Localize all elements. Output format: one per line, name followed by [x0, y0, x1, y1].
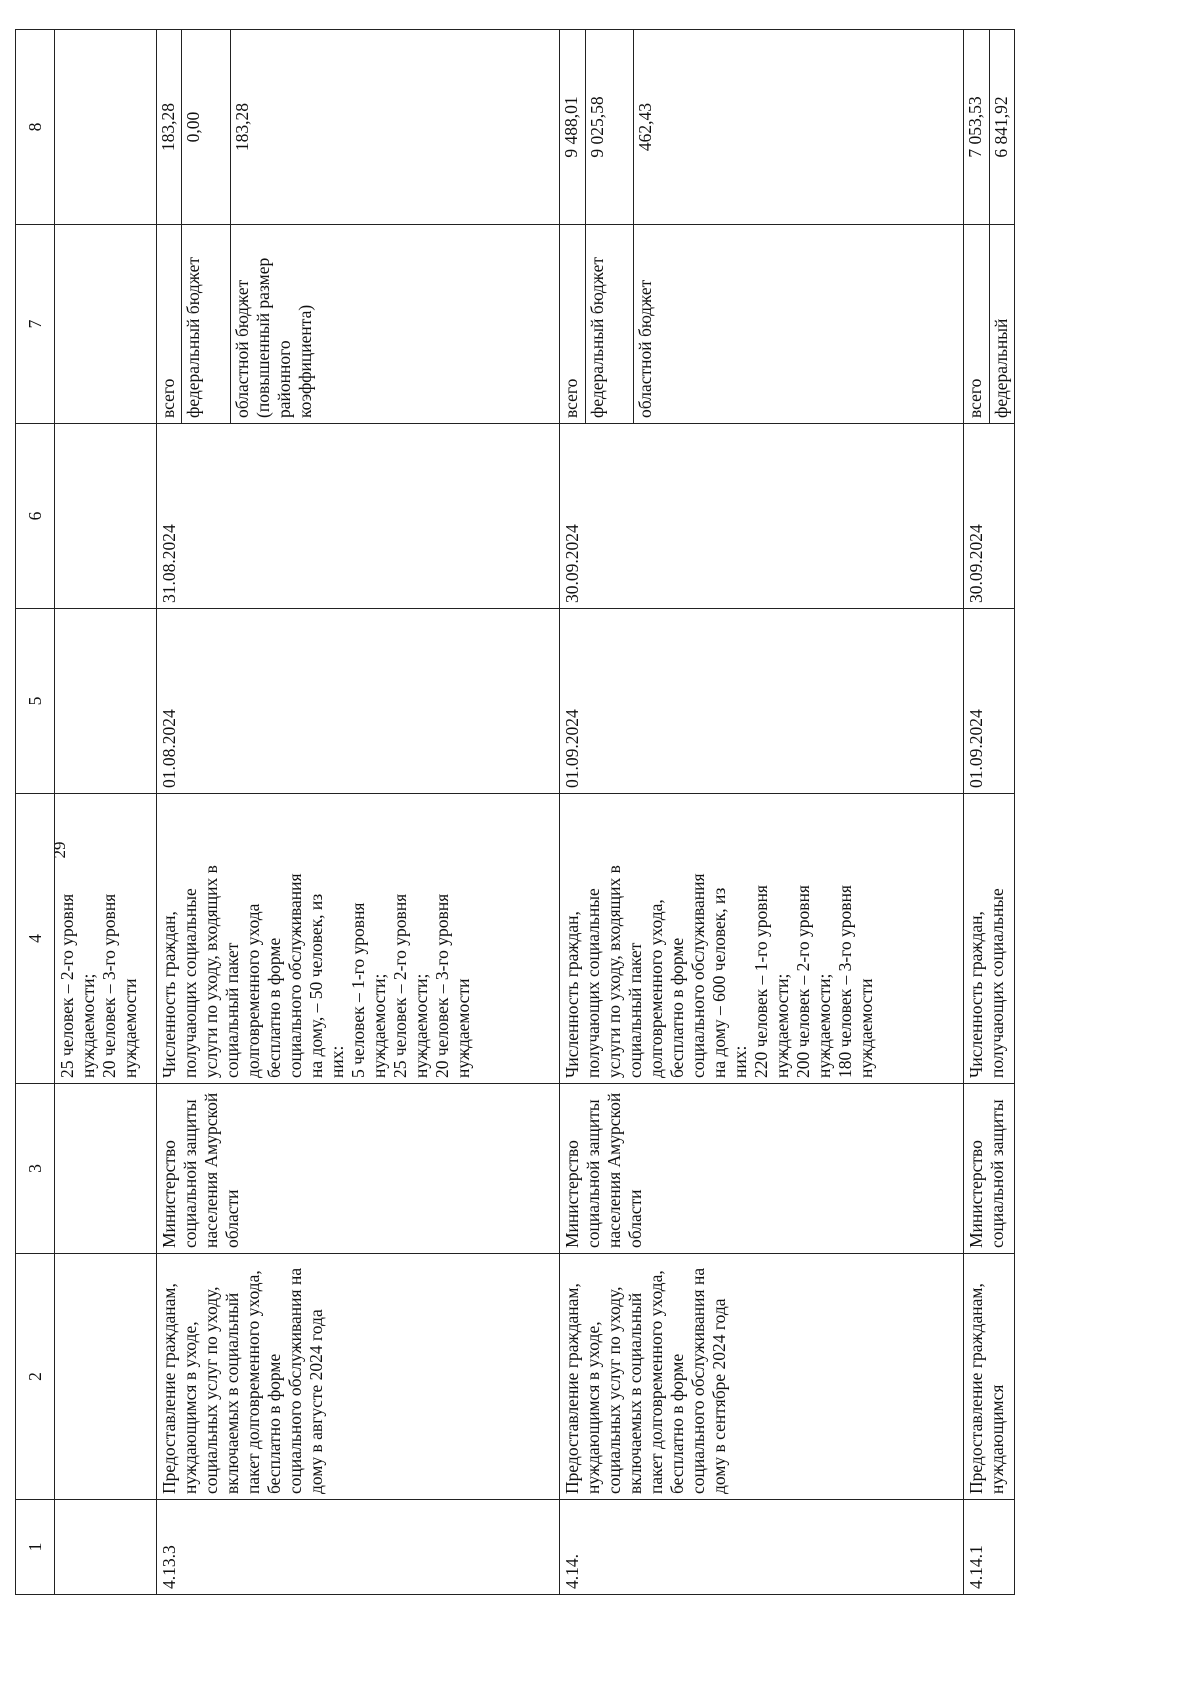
measure-cell: Предоставление гражданам, нуждающимся в уходе, социальных услуг по уходу, включаемых в социальный пакет долговременного ухода, бесплатно в форме социального обслуживания на дому в августе 2024 года [156, 1254, 560, 1500]
start-date-cell: 01.09.2024 [560, 609, 964, 794]
indicator-line: 20 человек – 3-го уровня [99, 893, 120, 1078]
indicator-line: социальный пакет [625, 942, 646, 1078]
indicator-line: 200 человек – 2-го уровня [793, 885, 814, 1078]
header-row [16, 30, 55, 1595]
header-col-3: 3 [16, 1084, 55, 1254]
indicator-line: получающих социальные [179, 888, 200, 1078]
indicator-line: нуждаемости; [410, 973, 431, 1078]
indicator-line: 20 человек – 3-го уровня [431, 893, 452, 1078]
indicator-line: социального обслуживания [284, 873, 305, 1078]
table-row [156, 30, 181, 1595]
indicator-line: 5 человек – 1-го уровня [347, 902, 368, 1078]
indicator-line: 25 человек – 2-го уровня [57, 893, 78, 1078]
measure-cell: Предоставление гражданам, нуждающимся в уходе, социальных услуг по уходу, включаемых в социальный пакет долговременного ухода, бесплатно в форме социального обслуживания на дому в сентябре 2024 года [560, 1254, 964, 1500]
executor-cell: Министерство социальной защиты [964, 1084, 1015, 1254]
header-col-1: 1 [16, 1500, 55, 1595]
indicator-line: услуги по уходу, входящих в [604, 865, 625, 1078]
funding-source-cell: областной бюджет [634, 225, 964, 424]
executor-cell [55, 1084, 156, 1254]
amount-cell: 7 053,53 [964, 30, 989, 225]
header-col-2: 2 [16, 1254, 55, 1500]
header-col-4: 4 [16, 794, 55, 1084]
funding-source-cell: федеральный [989, 225, 1014, 424]
indicator-line: услуги по уходу, входящих в [200, 865, 221, 1078]
amount-cell: 462,43 [634, 30, 964, 225]
header-col-5: 5 [16, 609, 55, 794]
indicator-line: нуждаемости [856, 978, 877, 1078]
indicator-line: 220 человек – 1-го уровня [751, 885, 772, 1078]
indicator-line: бесплатно в форме [667, 937, 688, 1078]
row-number: 4.13.3 [156, 1500, 560, 1595]
end-date-cell: 30.09.2024 [964, 424, 1015, 609]
indicator-cell [55, 794, 156, 1084]
indicator-line: 180 человек – 3-го уровня [835, 885, 856, 1078]
funding-source-cell: областной бюджет (повышенный размер районного коэффициента) [230, 225, 560, 424]
amount-cell [55, 30, 156, 225]
row-number [55, 1500, 156, 1595]
rotated-page-frame [15, 30, 1115, 1595]
indicator-line: нуждаемости; [772, 973, 793, 1078]
funding-source-cell: федеральный бюджет [585, 225, 634, 424]
indicator-line: Численность граждан, [158, 911, 179, 1078]
indicator-line: на дому – 600 человек, из [709, 887, 730, 1078]
funding-source-cell: всего [156, 225, 181, 424]
header-col-6: 6 [16, 424, 55, 609]
indicator-line: нуждаемости; [368, 973, 389, 1078]
start-date-cell [55, 609, 156, 794]
indicator-line: них: [326, 1045, 347, 1078]
indicator-line: на дому, – 50 человек, из [305, 893, 326, 1078]
indicator-line: них: [730, 1045, 751, 1078]
indicator-line: нуждаемости [452, 978, 473, 1078]
indicator-line: долговременного ухода, [646, 899, 667, 1078]
measure-cell: Предоставление гражданам, нуждающимся [964, 1254, 1015, 1500]
indicator-line: Численность граждан, [966, 911, 987, 1078]
start-date-cell: 01.09.2024 [964, 609, 1015, 794]
funding-source-cell: всего [560, 225, 585, 424]
start-date-cell: 01.08.2024 [156, 609, 560, 794]
executor-cell: Министерство социальной защиты населения Амурской области [560, 1084, 964, 1254]
measure-cell [55, 1254, 156, 1500]
end-date-cell [55, 424, 156, 609]
indicator-cell [156, 794, 560, 1084]
indicator-line: нуждаемости [120, 978, 141, 1078]
indicator-line: получающих социальные [583, 888, 604, 1078]
table-row-continuation [55, 30, 156, 1595]
funding-source-cell: всего [964, 225, 989, 424]
indicator-line: долговременного ухода [242, 903, 263, 1078]
row-number: 4.14.1 [964, 1500, 1015, 1595]
header-col-7: 7 [16, 225, 55, 424]
indicator-cell [560, 794, 964, 1084]
table-row [560, 30, 585, 1595]
indicator-line: 25 человек – 2-го уровня [389, 893, 410, 1078]
funding-source-cell [55, 225, 156, 424]
funding-source-cell: федеральный бюджет [181, 225, 230, 424]
indicator-line: Численность граждан, [562, 911, 583, 1078]
indicator-line: бесплатно в форме [263, 937, 284, 1078]
table-row [964, 30, 989, 1595]
end-date-cell: 30.09.2024 [560, 424, 964, 609]
indicator-line: нуждаемости; [78, 973, 99, 1078]
row-number: 4.14. [560, 1500, 964, 1595]
page-number: 29 [50, 841, 69, 859]
executor-cell: Министерство социальной защиты населения Амурской области [156, 1084, 560, 1254]
amount-cell: 0,00 [181, 30, 230, 225]
measures-table [15, 29, 1015, 1595]
indicator-line: нуждаемости; [814, 973, 835, 1078]
amount-cell: 9 025,58 [585, 30, 634, 225]
indicator-line: социального обслуживания [688, 873, 709, 1078]
indicator-cell [964, 794, 1015, 1084]
amount-cell: 183,28 [230, 30, 560, 225]
header-col-8: 8 [16, 30, 55, 225]
amount-cell: 183,28 [156, 30, 181, 225]
amount-cell: 9 488,01 [560, 30, 585, 225]
landscape-content [15, 30, 1115, 1595]
indicator-line: получающих социальные [987, 888, 1008, 1078]
end-date-cell: 31.08.2024 [156, 424, 560, 609]
amount-cell: 6 841,92 [989, 30, 1014, 225]
indicator-line: социальный пакет [221, 942, 242, 1078]
